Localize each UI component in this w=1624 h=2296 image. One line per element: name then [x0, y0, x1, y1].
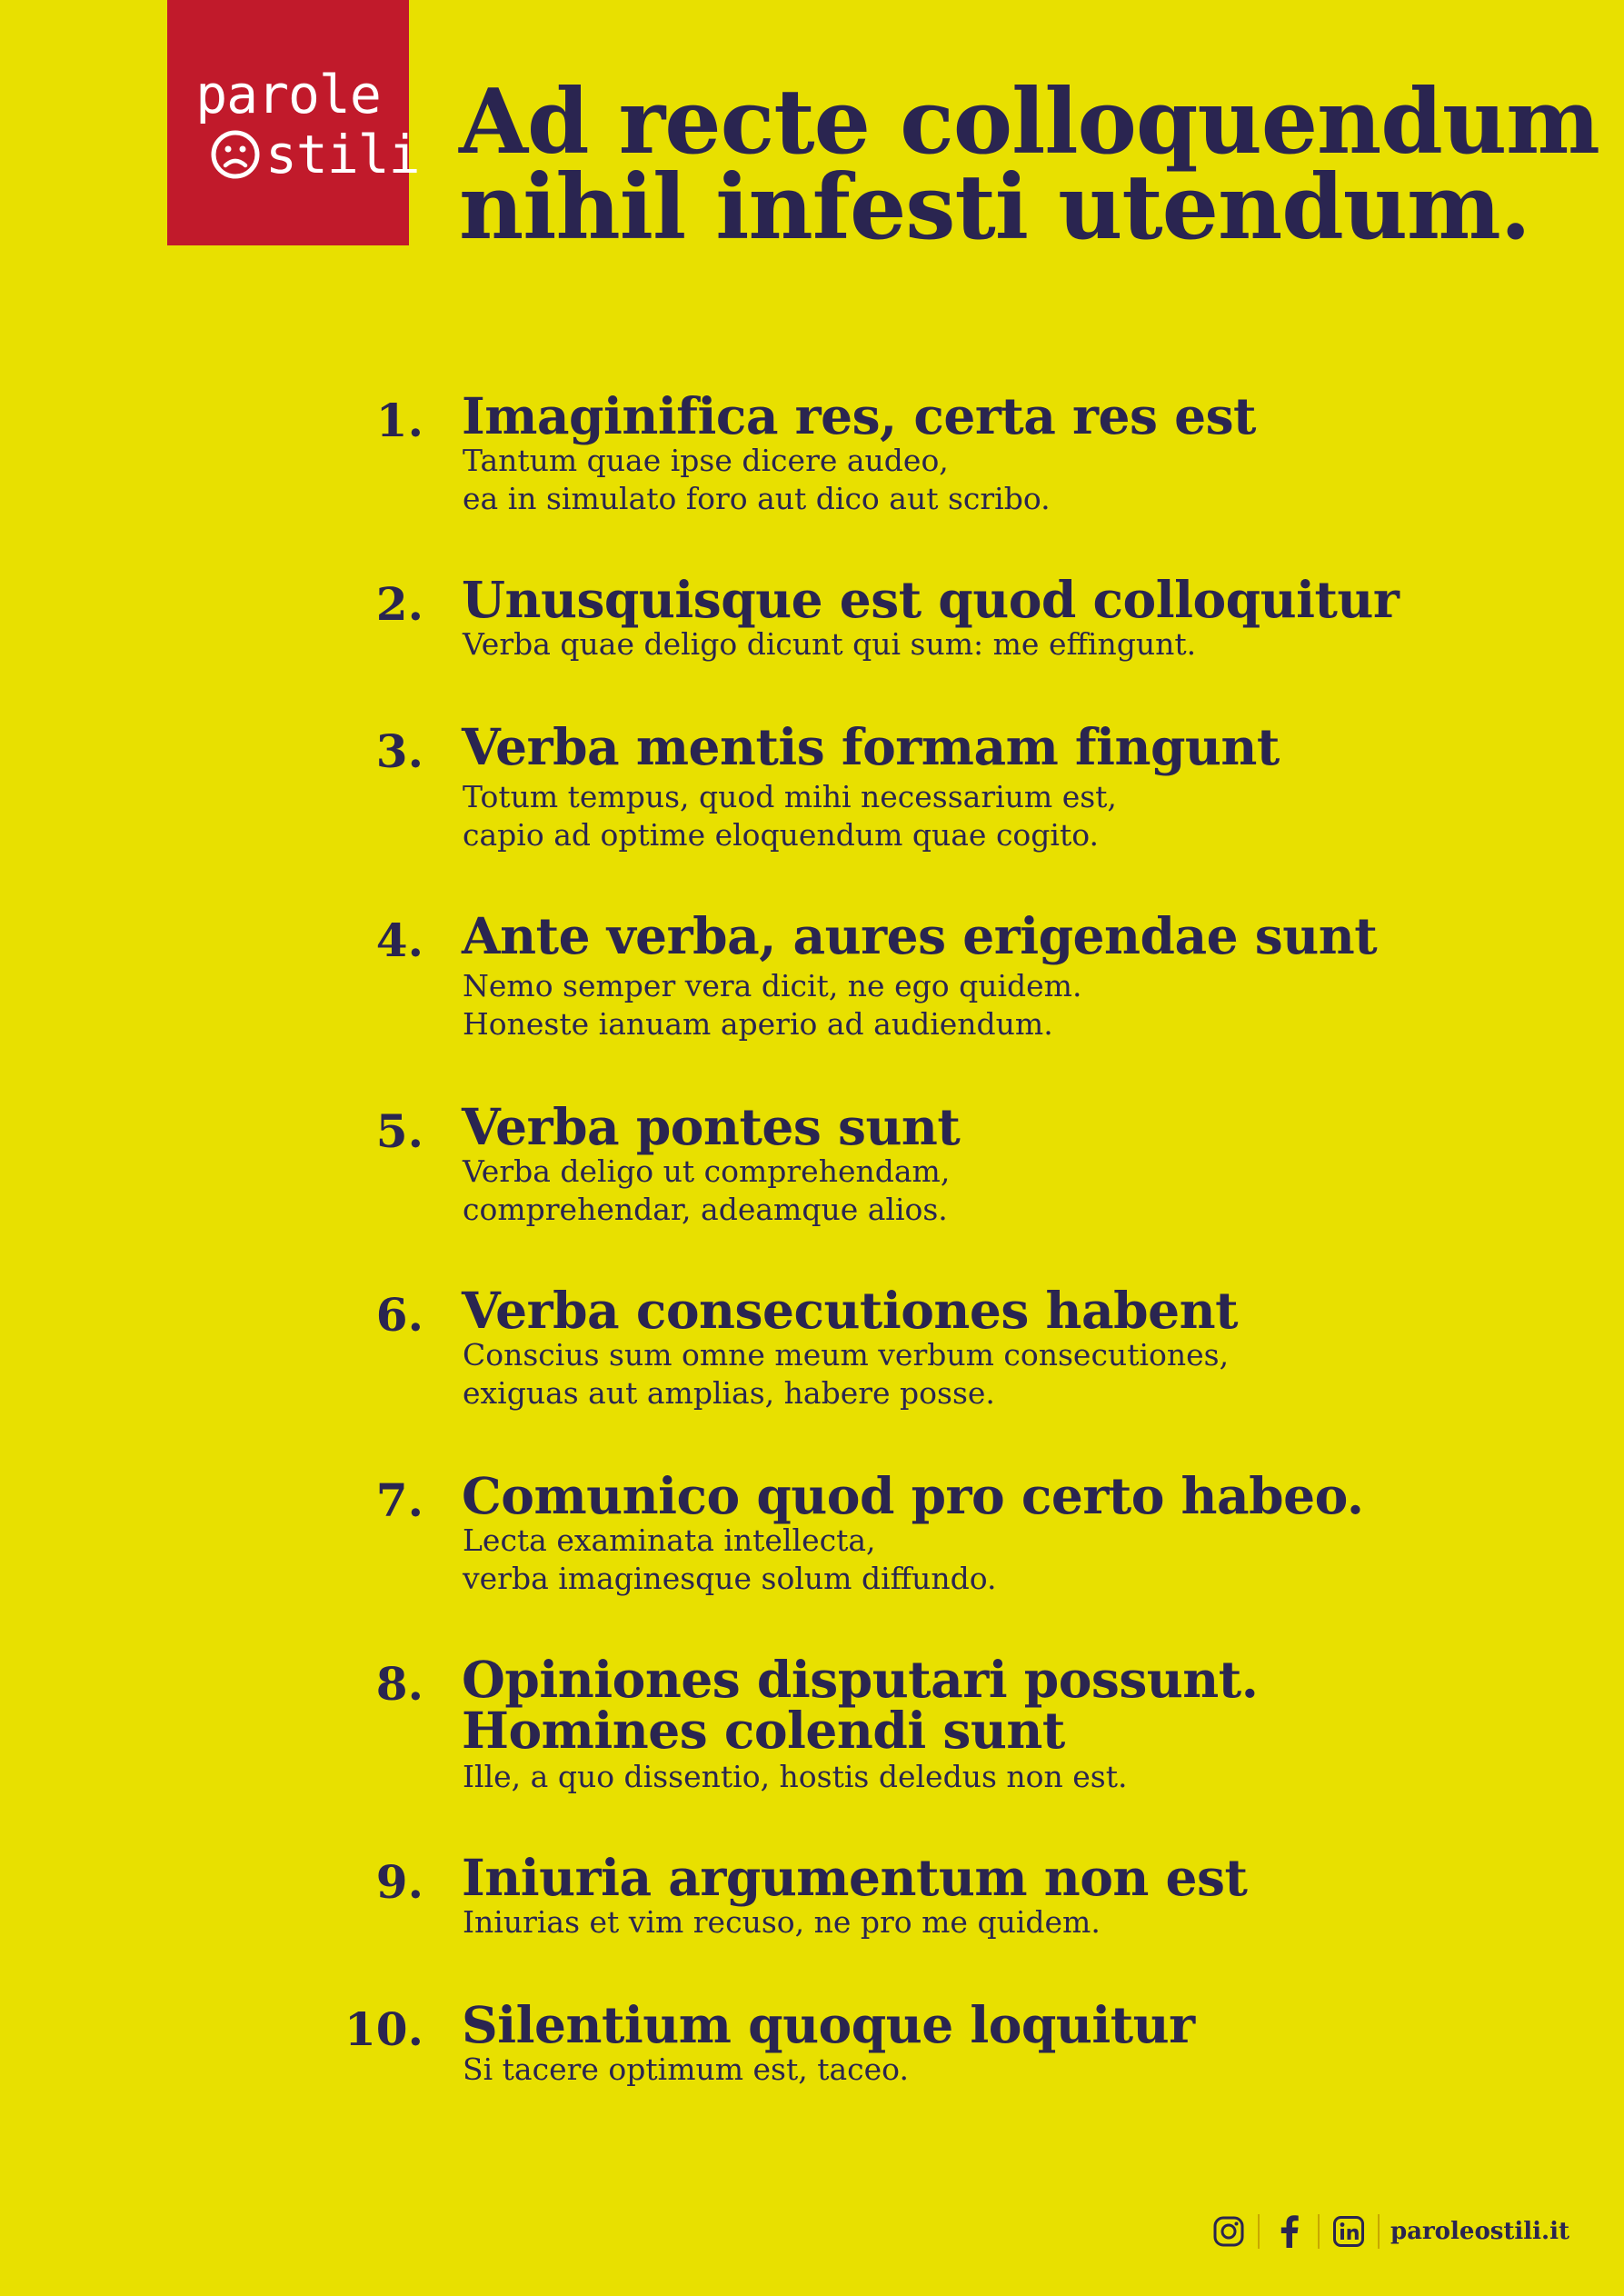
footer-divider: [1318, 2214, 1320, 2249]
item-heading: Verba consecutiones habent: [462, 1281, 1238, 1340]
description-line: Verba quae deligo dicunt qui sum: me effingunt.: [463, 626, 1197, 662]
brand-logo: [167, 0, 420, 245]
footer-divider: [1258, 2214, 1260, 2249]
description-line: Verba deligo ut comprehendam,: [463, 1153, 951, 1189]
item-description: [463, 1522, 996, 1598]
item-number: 1.: [375, 394, 423, 447]
item-heading: Comunico quod pro certo habeo.: [462, 1466, 1364, 1525]
item-number: 10.: [344, 2002, 423, 2056]
social-footer: [1211, 2211, 1569, 2252]
description-line: Ille, a quo dissentio, hostis deledus non est.: [463, 1759, 1128, 1794]
footer-divider: [1378, 2214, 1380, 2249]
description-line: Iniurias et vim recuso, ne pro me quidem.: [463, 1904, 1101, 1940]
item-number: 2.: [375, 577, 423, 631]
description-line: ea in simulato foro aut dico aut scribo.: [463, 481, 1051, 516]
description-line: Totum tempus, quod mihi necessarium est,: [463, 779, 1117, 814]
item-heading: Ante verba, aures erigendae sunt: [462, 906, 1378, 965]
item-description: [463, 1903, 1101, 1942]
item-description: [463, 1758, 1127, 1796]
website-link[interactable]: paroleostili.it: [1390, 2218, 1569, 2245]
item-number: 7.: [375, 1473, 423, 1527]
item-description: [463, 625, 1196, 664]
description-line: Si tacere optimum est, taceo.: [463, 2051, 909, 2087]
item-number: 8.: [375, 1657, 423, 1711]
item-number: 3.: [375, 724, 423, 778]
logo-row: [209, 125, 420, 184]
item-heading: Verba pontes sunt: [462, 1097, 961, 1156]
logo-word-stili: stili: [265, 124, 420, 185]
item-description: [463, 442, 1051, 518]
facebook-icon[interactable]: [1270, 2213, 1307, 2250]
item-description: [463, 778, 1117, 854]
item-description: [463, 967, 1081, 1043]
sad-face-icon: [209, 128, 262, 181]
description-line: capio ad optime eloquendum quae cogito.: [463, 817, 1100, 853]
item-heading: Imaginifica res, certa res est: [462, 386, 1256, 445]
item-description: [463, 1153, 950, 1229]
item-number: 4.: [375, 913, 423, 967]
item-heading: Unusquisque est quod colloquitur: [462, 570, 1400, 629]
description-line: Conscius sum omne meum verbum consecutiones,: [463, 1337, 1230, 1373]
logo-word-parole: parole: [195, 64, 381, 125]
linkedin-icon[interactable]: [1330, 2213, 1367, 2250]
description-line: exiguas aut amplias, habere posse.: [463, 1375, 995, 1411]
description-line: Honeste ianuam aperio ad audiendum.: [463, 1006, 1053, 1042]
item-heading: Iniuria argumentum non est: [462, 1848, 1248, 1907]
instagram-icon[interactable]: [1211, 2213, 1247, 2250]
title-line-2: nihil infesti utendum.: [459, 155, 1530, 260]
item-number: 9.: [375, 1855, 423, 1909]
item-heading: Opiniones disputari possunt.: [462, 1650, 1259, 1709]
item-heading: Silentium quoque loquitur: [462, 1995, 1195, 2054]
item-description: [463, 2051, 909, 2089]
item-number: 5.: [375, 1104, 423, 1158]
description-line: Lecta examinata intellecta,: [463, 1522, 876, 1558]
description-line: Tantum quae ipse dicere audeo,: [463, 443, 949, 478]
description-line: verba imaginesque solum diffundo.: [463, 1561, 997, 1596]
item-description: [463, 1336, 1229, 1413]
page-title: [459, 70, 1599, 260]
description-line: comprehendar, adeamque alios.: [463, 1192, 948, 1227]
item-heading: Homines colendi sunt: [462, 1701, 1065, 1760]
item-number: 6.: [375, 1288, 423, 1342]
item-heading: Verba mentis formam fingunt: [462, 717, 1280, 776]
title-line-1: Ad recte colloquendum: [459, 70, 1599, 175]
description-line: Nemo semper vera dicit, ne ego quidem.: [463, 968, 1082, 1003]
